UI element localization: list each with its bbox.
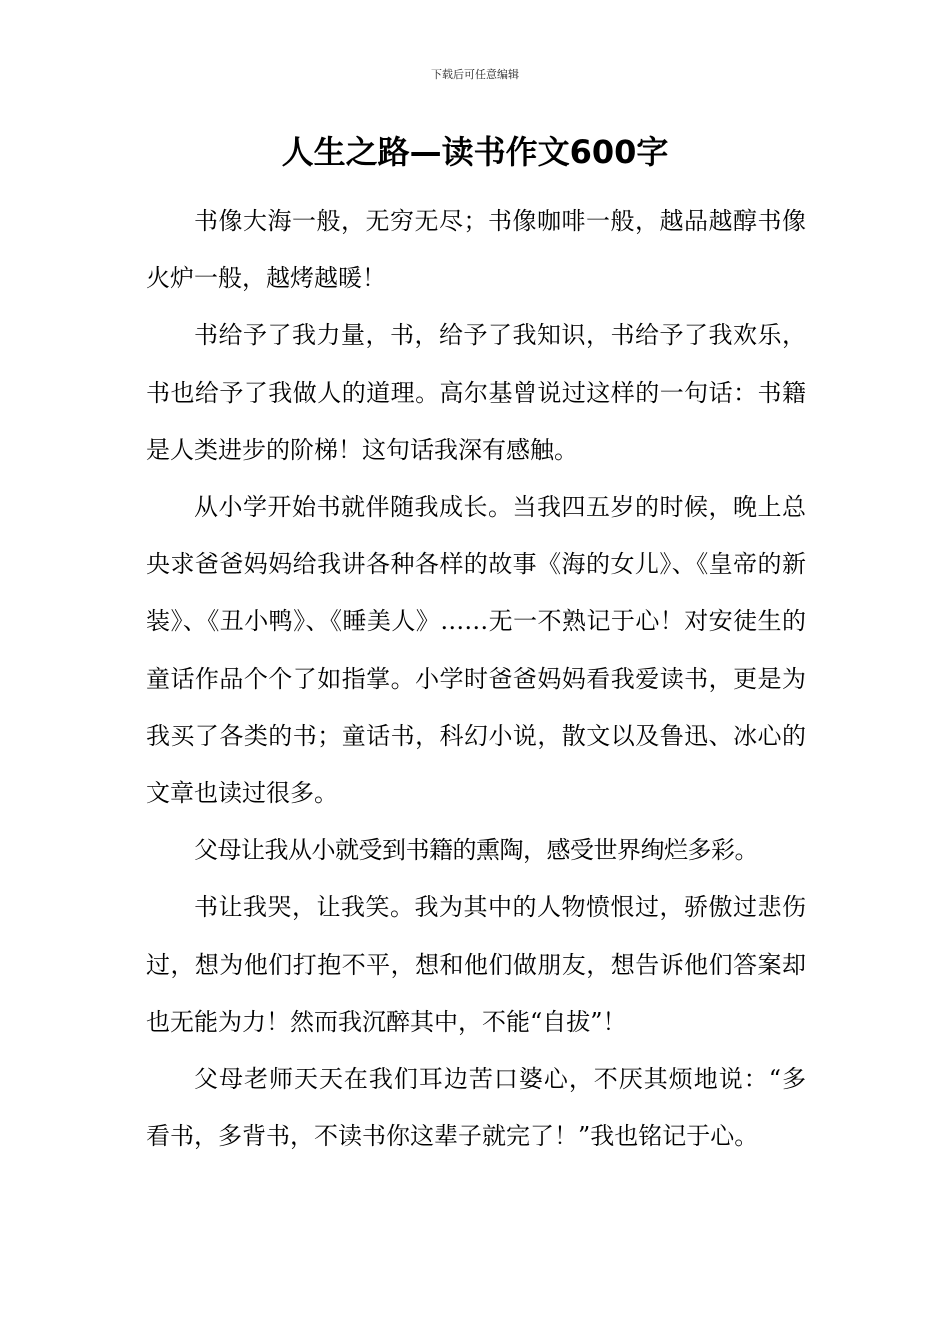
- paragraph: 书让我哭，让我笑。我为其中的人物愤恨过，骄傲过悲伤过，想为他们打抱不平，想和他们做朋友，想告诉他们答案却也无能为力！然而我沉醉其中，不能“自拔”！: [146, 893, 806, 1036]
- document-body: [146, 193, 806, 1165]
- paragraph: 书像大海一般，无穷无尽；书像咖啡一般，越品越醇书像火炉一般，越烤越暖！: [146, 207, 806, 293]
- paragraph: 父母老师天天在我们耳边苦口婆心，不厌其烦地说：“多看书，多背书，不读书你这辈子就完了！”我也铭记于心。: [146, 1065, 806, 1151]
- document-title: 人生之路—读书作文600字: [281, 133, 669, 171]
- header-note: 下载后可任意编辑: [431, 68, 519, 81]
- paragraph: 从小学开始书就伴随我成长。当我四五岁的时候，晚上总央求爸爸妈妈给我讲各种各样的故事《海的女儿》、《皇帝的新装》、《丑小鸭》、《睡美人》……无一不熟记于心！对安徒生的童话作品个个了如指掌。小学时爸爸妈妈看我爱读书，更是为我买了各类的书；童话书，科幻小说，散文以及鲁迅、冰心的文章也读过很多。: [146, 493, 806, 808]
- paragraph: 书给予了我力量，书，给予了我知识，书给予了我欢乐，书也给予了我做人的道理。高尔基曾说过这样的一句话：书籍是人类进步的阶梯！这句话我深有感触。: [146, 321, 806, 464]
- paragraph: 父母让我从小就受到书籍的熏陶，感受世界绚烂多彩。: [194, 836, 758, 865]
